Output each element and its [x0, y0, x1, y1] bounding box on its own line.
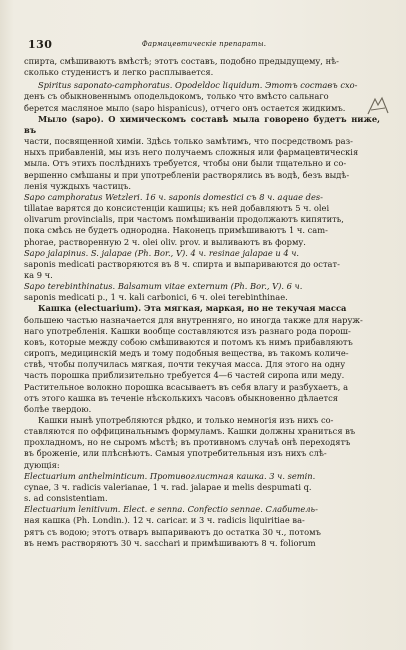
text-line: спирта, смѣшиваютъ вмѣстѣ; этотъ составъ, подобно предыдущему, нѣ-: [24, 56, 339, 66]
text-line: прохладномъ, но не сыромъ мѣстѣ; въ противномъ случаѣ онѣ переходятъ: [24, 437, 351, 448]
text-line: ленiя чуждыхъ частицъ.: [24, 180, 131, 191]
text-line: сколько студенистъ и легко расплывается.: [24, 67, 214, 78]
text-line: s. ad consistentiam.: [24, 493, 108, 504]
text-line: olivarum provincialis, при частомъ помѣшиванiи продолжаютъ кипятить,: [24, 214, 344, 225]
recipe-title-line: Electuarium lenitivum. Elect. e senna. Confectio sennae. Слабитель-: [24, 504, 318, 515]
text-line: въ броженiе, или плѣснѣютъ. Самыя употребительныя изъ нихъ слѣ-: [24, 448, 327, 459]
text-line: большею частью назначается для внутренняго, но иногда также для наруж-: [24, 314, 363, 325]
text-line: рятъ съ водою; этотъ отваръ выпариваютъ до остатка 30 ч., потомъ: [24, 526, 321, 537]
text-line: ныхъ прибавленiй, мы изъ него получаемъ сложныя или фармацевтическiя: [24, 147, 359, 158]
page-number: 130: [28, 38, 53, 51]
text-line: tillatae варятся до консистенцiи кашицы; къ ней добавляютъ 5 ч. olei: [24, 203, 330, 214]
section-heading-line: Кашка (electuarium). Эта мягкая, маркая, но не текучая масса: [38, 303, 347, 314]
recipe-title-line: Electuarium anthelminticum. Противоглистная кашка. 3 ч. semin.: [24, 470, 316, 481]
main-text: [24, 56, 380, 549]
text-line: болѣе твердою.: [24, 403, 92, 414]
text-line: ствѣ, чтобы получилась мягкая, почти текучая масса. Для этого на одну: [24, 359, 346, 370]
text-line: saponis medicati растворяются въ 8 ч. спирта и выпариваются до остат-: [24, 258, 340, 269]
page-header: [24, 38, 384, 52]
text-line: наго употребленiя. Кашки вообще составляются изъ разнаго рода порош-: [24, 325, 351, 336]
text-line: ставляются по оффицинальнымъ формуламъ. Кашки должны храниться въ: [24, 426, 356, 437]
text-line: вершенно смѣшаны и при употребленiи растворялись въ водѣ, безъ выдѣ-: [24, 169, 350, 180]
recipe-title-line: Sapo terebinthinatus. Balsamum vitae externum (Ph. Bor., V). 6 ч.: [24, 281, 303, 292]
text-line: часть порошка приблизительно требуется 4—6 частей сиропа или меду.: [24, 370, 345, 381]
text-line: отъ этого кашка въ теченiе нѣсколькихъ часовъ обыкновенно дѣлается: [24, 392, 338, 403]
text-line: ная кашка (Ph. Londin.). 12 ч. caricar. и 3 ч. radicis liquiritiae ва-: [24, 515, 305, 526]
text-line: saponis medicati р., 1 ч. kali carbonici, 6 ч. olei terebinthinae.: [24, 292, 288, 303]
text-line: Растительное волокно порошка всасываетъ въ себя влагу и разбухаетъ, а: [24, 381, 349, 392]
text-line: phorae, растворенную 2 ч. olei oliv. prov. и выливаютъ въ форму.: [24, 236, 306, 247]
text-line: сиропъ, медицинскiй медъ и тому подобныя вещества, въ такомъ количе-: [24, 348, 349, 359]
text-line: части, посвященной химiи. Здѣсь только замѣтимъ, что посредствомъ раз-: [24, 136, 353, 147]
text-line: дующiя:: [24, 459, 60, 470]
recipe-title-line: Sapo jalapinus. S. jalapae (Ph. Bor., V). 4 ч. resinae jalapae и 4 ч.: [24, 247, 300, 258]
section-heading-line: Мыло (sapo). О химическомъ составѣ мыла говорено будетъ ниже, въ: [24, 113, 380, 135]
text-line: берется масляное мыло (sapo hispanicus), отчего онъ остается жидкимъ.: [24, 102, 346, 113]
text-line: въ немъ растворяютъ 30 ч. sacchari и примѣшиваютъ 8 ч. foliorum: [24, 537, 316, 548]
text-line: пока смѣсь не будетъ однородна. Наконецъ примѣшиваютъ 1 ч. cam-: [24, 225, 328, 236]
text-line: денъ съ обыкновеннымъ оподельдокомъ, только что вмѣсто сальнаго: [24, 91, 329, 102]
text-line: ка 9 ч.: [24, 269, 53, 280]
text-line: Кашки нынѣ употребляются рѣдко, и только немногiя изъ нихъ со-: [38, 415, 334, 425]
recipe-title-line: Sapo camphoratus Wetzleri. 16 ч. saponis domestici съ 8 ч. aquae des-: [24, 191, 323, 202]
recipe-title-line: Spiritus saponato-camphoratus. Opodeldoc liquidum. Этотъ составъ схо-: [38, 80, 358, 91]
text-line: ковъ, которые между собою смѣшиваются и потомъ къ нимъ прибавляютъ: [24, 336, 353, 347]
text-line: мыла. Отъ этихъ послѣднихъ требуется, чтобы они были тщательно и со-: [24, 158, 347, 169]
text-line: cynae, 3 ч. radicis valerianae, 1 ч. rad. jalapae и melis despumati q.: [24, 481, 312, 492]
running-title: Фармацевтическiе препараты.: [141, 40, 267, 48]
